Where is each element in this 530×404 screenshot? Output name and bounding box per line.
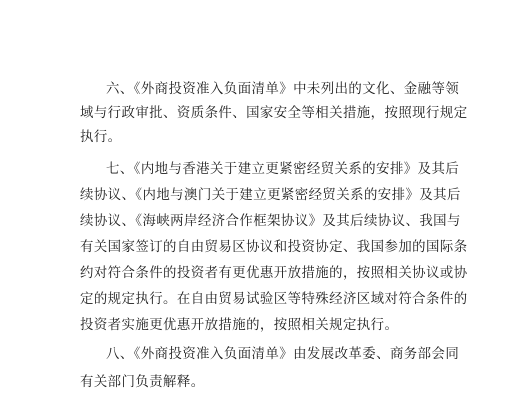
paragraph-7-line-5: 约对符合条件的投资者有更优惠开放措施的，按照相关协议或协 [80,266,468,281]
paragraph-7-line-3: 续协议、《海峡两岸经济合作框架协议》及其后续协议、我国与 [80,214,461,229]
paragraph-7-line-4: 有关国家签订的自由贸易区协议和投资协定、我国参加的国际条 [80,240,468,255]
paragraph-8-line-2: 有关部门负责解释。 [80,375,205,390]
paragraph-6-line-3: 执行。 [80,130,122,145]
paragraph-7-line-1: 七、《内地与香港关于建立更紧密经贸关系的安排》及其后 [106,162,460,177]
paragraph-6-line-1: 六、《外商投资准入负面清单》中未列出的文化、金融等领 [106,82,460,97]
paragraph-7-line-2: 续协议、《内地与澳门关于建立更紧密经贸关系的安排》及其后 [80,188,461,203]
paragraph-7-line-7: 投资者实施更优惠开放措施的，按照相关规定执行。 [80,318,399,333]
paragraph-6-line-2: 域与行政审批、资质条件、国家安全等相关措施，按照现行规定 [80,106,468,121]
paragraph-8-line-1: 八、《外商投资准入负面清单》由发展改革委、商务部会同 [106,347,460,362]
paragraph-7-line-6: 定的规定执行。在自由贸易试验区等特殊经济区域对符合条件的 [80,292,468,307]
